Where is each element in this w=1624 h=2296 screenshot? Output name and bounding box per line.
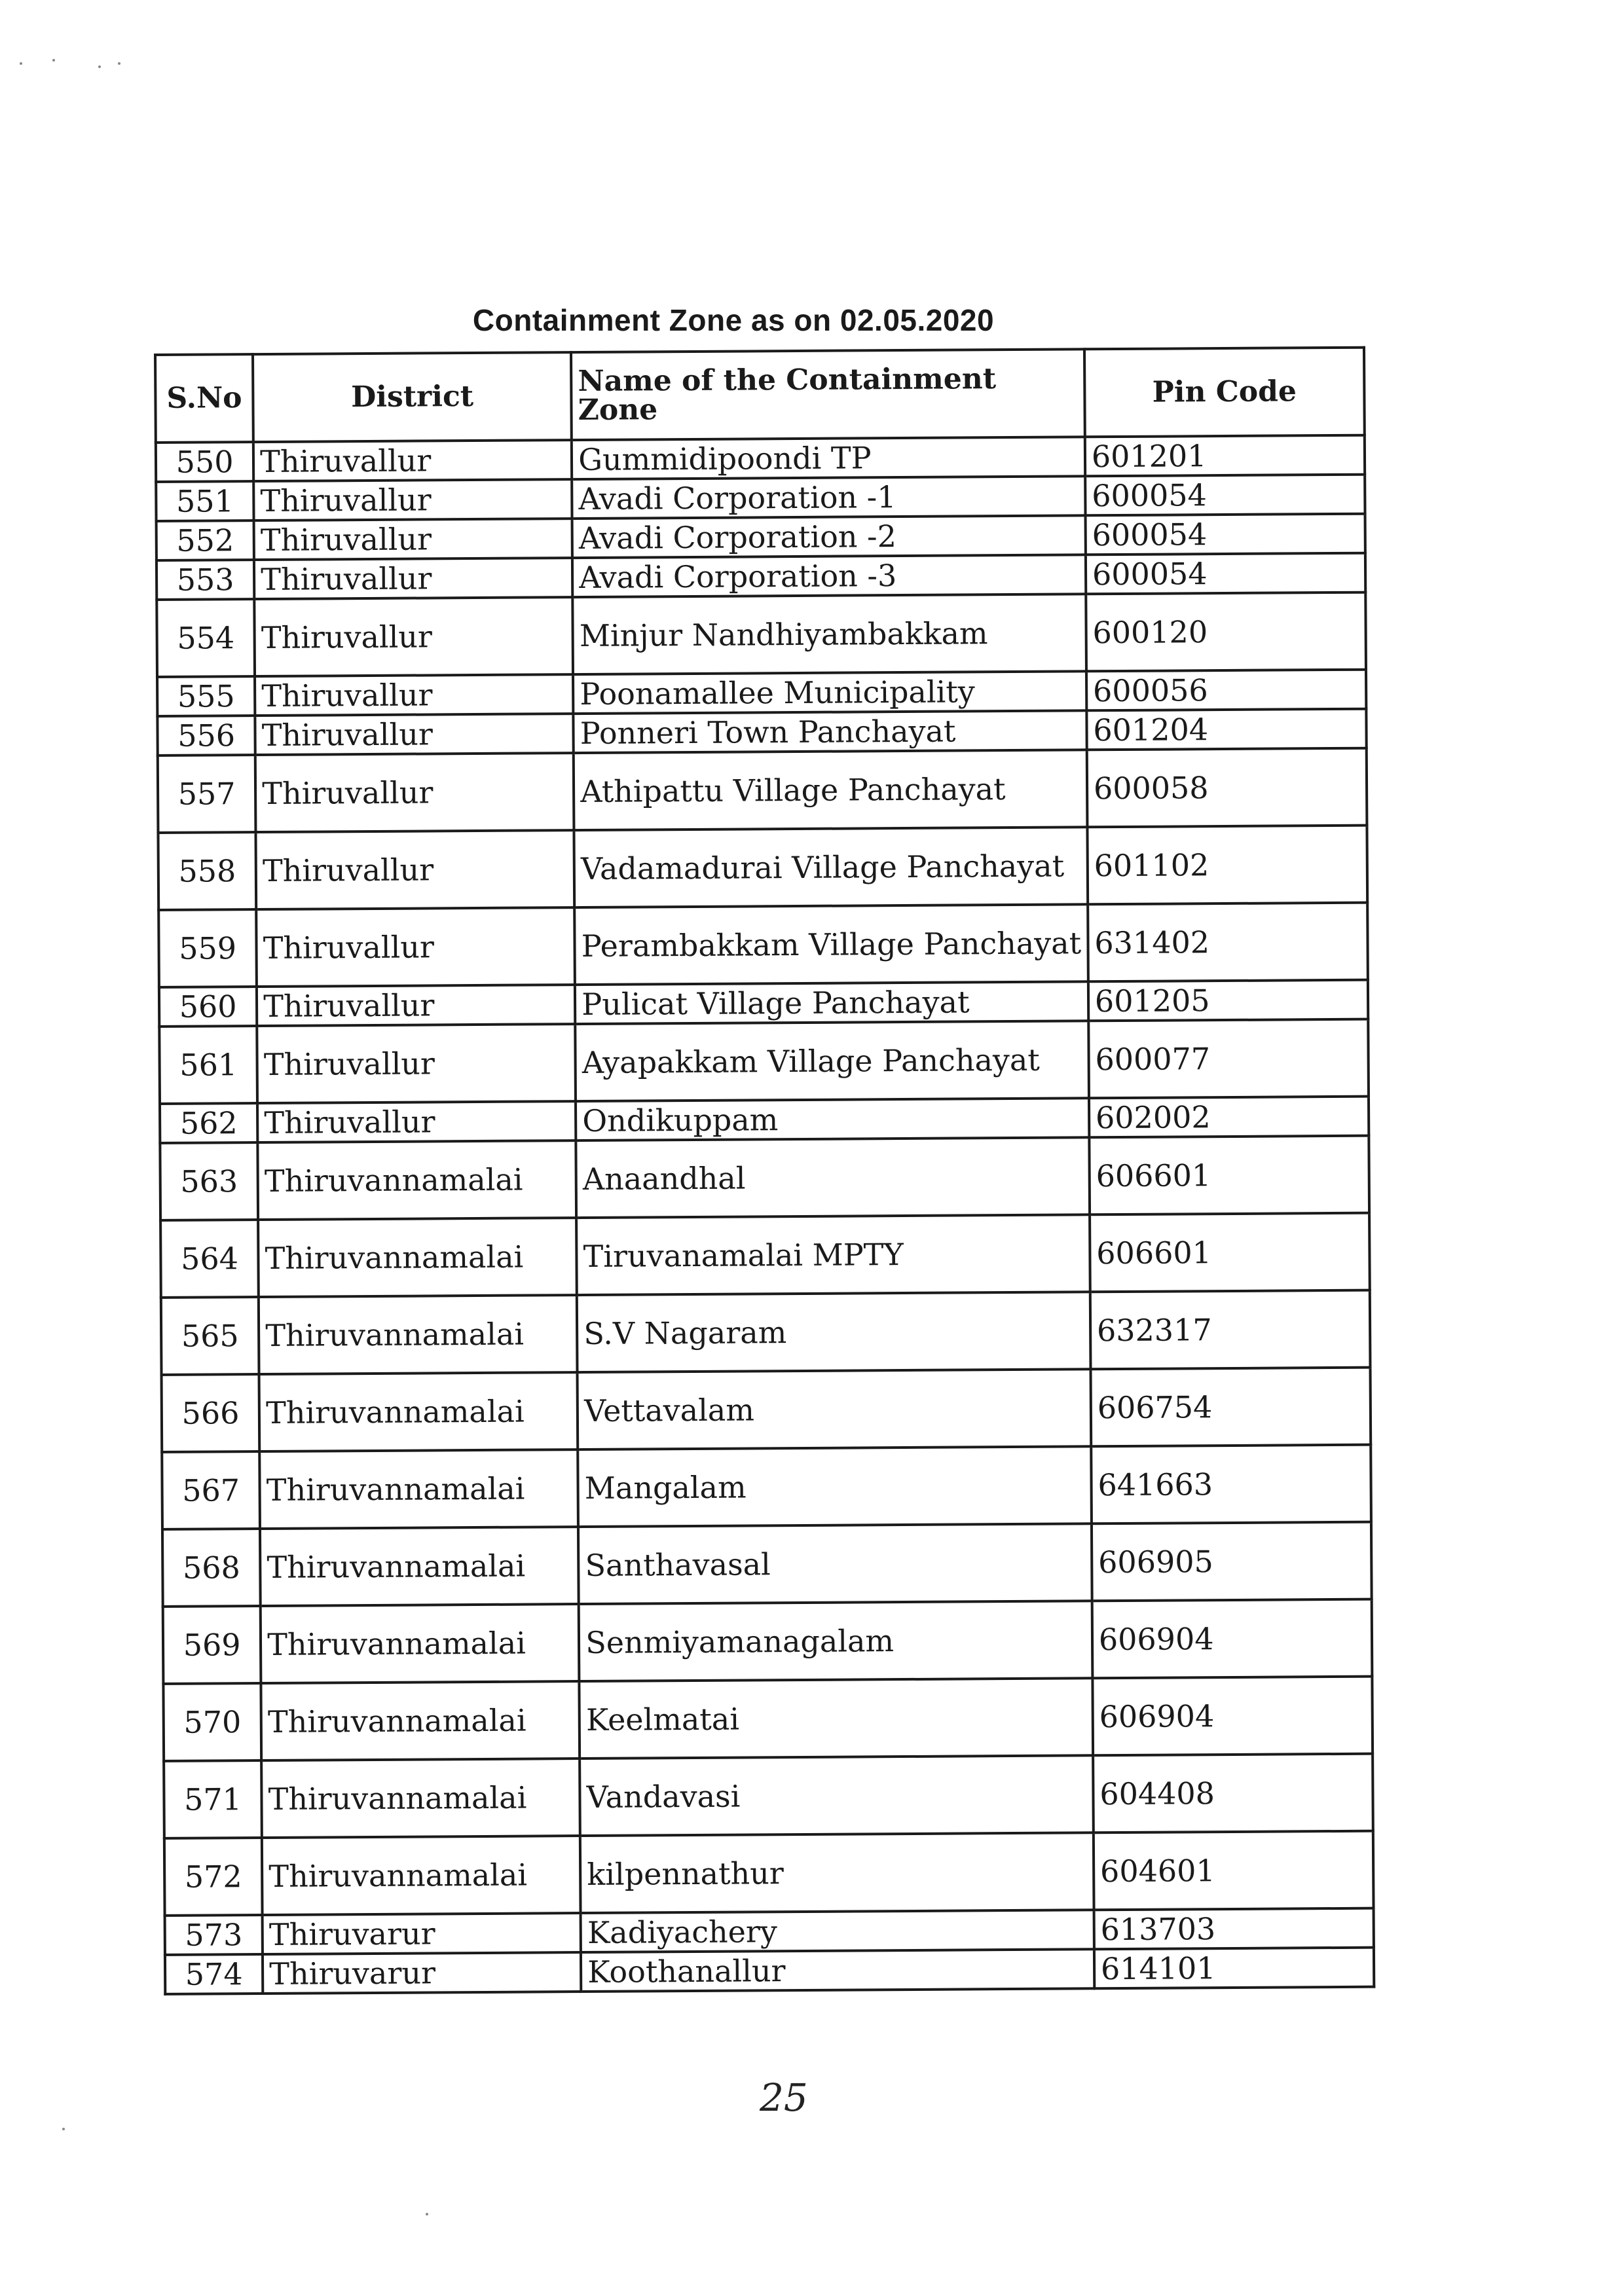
table-row bbox=[159, 1019, 1369, 1104]
cell-pin: 604601 bbox=[1094, 1831, 1374, 1910]
cell-zone: Ponneri Town Panchayat bbox=[574, 710, 1087, 753]
cell-pin: 602002 bbox=[1089, 1097, 1369, 1138]
cell-zone: Vettavalam bbox=[578, 1369, 1091, 1449]
cell-zone: kilpennathur bbox=[580, 1832, 1094, 1913]
cell-zone: Mangalam bbox=[578, 1446, 1091, 1527]
cell-pin: 601201 bbox=[1085, 435, 1365, 477]
cell-district: Thiruvallur bbox=[257, 1101, 576, 1142]
cell-sno: 560 bbox=[159, 987, 257, 1027]
table-row bbox=[162, 1445, 1371, 1529]
table-row bbox=[165, 1908, 1374, 1955]
cell-pin: 600077 bbox=[1088, 1019, 1369, 1099]
cell-district: Thiruvannamalai bbox=[262, 1836, 581, 1915]
cell-district: Thiruvannamalai bbox=[261, 1604, 580, 1683]
table-row bbox=[157, 709, 1366, 756]
header-district: District bbox=[253, 352, 572, 442]
cell-sno: 568 bbox=[162, 1529, 261, 1607]
cell-district: Thiruvallur bbox=[254, 597, 573, 676]
table-row bbox=[158, 903, 1368, 987]
cell-zone: Avadi Corporation -2 bbox=[572, 515, 1086, 558]
cell-district: Thiruvallur bbox=[257, 985, 575, 1026]
cell-zone: Santhavasal bbox=[578, 1523, 1092, 1604]
cell-district: Thiruvannamalai bbox=[261, 1681, 580, 1760]
table-row bbox=[157, 553, 1365, 600]
cell-pin: 601204 bbox=[1086, 709, 1366, 750]
table-row bbox=[156, 435, 1365, 482]
table-row bbox=[163, 1677, 1373, 1761]
cell-district: Thiruvannamalai bbox=[259, 1449, 578, 1529]
cell-zone: Athipattu Village Panchayat bbox=[574, 750, 1087, 830]
cell-sno: 569 bbox=[163, 1606, 261, 1684]
cell-pin: 606754 bbox=[1090, 1368, 1371, 1447]
cell-sno: 556 bbox=[157, 716, 255, 756]
cell-district: Thiruvallur bbox=[256, 830, 575, 909]
cell-sno: 566 bbox=[162, 1374, 260, 1452]
table-row bbox=[162, 1522, 1372, 1607]
cell-pin: 600120 bbox=[1086, 592, 1366, 672]
cell-pin: 631402 bbox=[1088, 903, 1368, 982]
table-row bbox=[160, 1213, 1370, 1298]
cell-pin: 632317 bbox=[1090, 1290, 1371, 1370]
cell-sno: 554 bbox=[157, 599, 255, 677]
cell-sno: 559 bbox=[158, 909, 257, 987]
cell-zone: Tiruvanamalai MPTY bbox=[576, 1214, 1090, 1295]
table-row bbox=[160, 1136, 1369, 1220]
cell-zone: Perambakkam Village Panchayat bbox=[574, 904, 1088, 985]
page-number: 25 bbox=[760, 2075, 808, 2120]
table-body bbox=[156, 435, 1374, 1994]
cell-pin: 600056 bbox=[1086, 670, 1366, 711]
cell-zone: Avadi Corporation -3 bbox=[572, 555, 1086, 597]
cell-pin: 613703 bbox=[1094, 1908, 1373, 1950]
table-row bbox=[157, 670, 1366, 716]
cell-zone: Ayapakkam Village Panchayat bbox=[575, 1021, 1088, 1101]
cell-pin: 606601 bbox=[1089, 1136, 1369, 1215]
cell-district: Thiruvarur bbox=[263, 1913, 581, 1954]
table-row bbox=[158, 748, 1367, 833]
table-header-row bbox=[155, 348, 1365, 443]
cell-pin: 601205 bbox=[1088, 980, 1368, 1021]
cell-zone: Poonamallee Municipality bbox=[573, 671, 1086, 714]
cell-zone: Pulicat Village Panchayat bbox=[575, 981, 1088, 1024]
cell-pin: 606904 bbox=[1092, 1599, 1373, 1679]
cell-sno: 571 bbox=[164, 1760, 262, 1838]
cell-pin: 606905 bbox=[1092, 1522, 1372, 1601]
cell-sno: 572 bbox=[164, 1838, 263, 1916]
cell-pin: 601102 bbox=[1087, 826, 1367, 905]
cell-pin: 606601 bbox=[1090, 1213, 1370, 1292]
cell-sno: 562 bbox=[160, 1103, 258, 1143]
cell-zone: Koothanallur bbox=[581, 1949, 1094, 1992]
cell-zone: S.V Nagaram bbox=[577, 1292, 1090, 1372]
cell-sno: 564 bbox=[160, 1220, 259, 1298]
table-row bbox=[164, 1831, 1374, 1916]
cell-sno: 550 bbox=[156, 442, 254, 482]
cell-district: Thiruvannamalai bbox=[260, 1527, 579, 1606]
cell-zone: Minjur Nandhiyambakkam bbox=[573, 594, 1086, 674]
cell-sno: 565 bbox=[161, 1297, 259, 1375]
cell-zone: Ondikuppam bbox=[576, 1098, 1089, 1140]
cell-sno: 574 bbox=[165, 1954, 263, 1994]
cell-district: Thiruvallur bbox=[257, 1024, 576, 1103]
cell-sno: 567 bbox=[162, 1451, 260, 1529]
cell-sno: 563 bbox=[160, 1142, 258, 1220]
cell-district: Thiruvannamalai bbox=[258, 1218, 577, 1297]
cell-zone: Keelmatai bbox=[580, 1678, 1093, 1758]
cell-pin: 641663 bbox=[1091, 1445, 1371, 1524]
cell-district: Thiruvannamalai bbox=[259, 1295, 578, 1374]
cell-zone: Anaandhal bbox=[576, 1137, 1090, 1218]
cell-pin: 604408 bbox=[1093, 1754, 1373, 1833]
cell-district: Thiruvarur bbox=[263, 1952, 581, 1994]
cell-district: Thiruvallur bbox=[255, 753, 574, 832]
cell-zone: Vadamadurai Village Panchayat bbox=[574, 827, 1088, 907]
table-row bbox=[163, 1599, 1373, 1684]
cell-sno: 552 bbox=[157, 520, 255, 560]
cell-sno: 561 bbox=[159, 1026, 257, 1104]
table-row bbox=[157, 514, 1365, 560]
cell-sno: 573 bbox=[165, 1915, 263, 1955]
header-sno: S.No bbox=[155, 354, 253, 443]
cell-zone: Vandavasi bbox=[580, 1755, 1093, 1836]
table-row bbox=[160, 1097, 1369, 1143]
cell-district: Thiruvannamalai bbox=[258, 1140, 577, 1220]
table-row bbox=[157, 592, 1366, 677]
cell-pin: 600054 bbox=[1086, 553, 1365, 594]
table-row bbox=[158, 826, 1367, 910]
cell-zone: Gummidipoondi TP bbox=[572, 437, 1085, 479]
cell-district: Thiruvallur bbox=[253, 479, 572, 520]
cell-sno: 551 bbox=[156, 481, 254, 521]
cell-pin: 614101 bbox=[1094, 1948, 1374, 1989]
table-row bbox=[156, 475, 1365, 521]
cell-sno: 558 bbox=[158, 832, 256, 910]
containment-zone-table bbox=[154, 346, 1375, 1995]
cell-district: Thiruvallur bbox=[253, 440, 572, 481]
cell-pin: 600054 bbox=[1085, 475, 1365, 516]
cell-sno: 557 bbox=[158, 755, 256, 833]
table-row bbox=[161, 1290, 1371, 1375]
cell-pin: 606904 bbox=[1092, 1677, 1373, 1756]
cell-zone: Avadi Corporation -1 bbox=[572, 476, 1085, 519]
cell-pin: 600058 bbox=[1087, 748, 1367, 828]
cell-sno: 553 bbox=[157, 560, 255, 600]
table-row bbox=[164, 1754, 1373, 1838]
cell-sno: 555 bbox=[157, 676, 255, 716]
table-row bbox=[162, 1368, 1371, 1452]
cell-pin: 600054 bbox=[1085, 514, 1365, 555]
cell-zone: Kadiyachery bbox=[581, 1910, 1094, 1952]
table-row bbox=[159, 980, 1368, 1027]
cell-zone: Senmiyamanagalam bbox=[579, 1601, 1092, 1681]
page-title: Containment Zone as on 02.05.2020 bbox=[472, 303, 995, 337]
header-zone: Name of the Containment Zone bbox=[571, 349, 1084, 440]
cell-sno: 570 bbox=[163, 1683, 261, 1761]
table-row bbox=[165, 1948, 1374, 1994]
cell-district: Thiruvallur bbox=[255, 674, 573, 716]
cell-district: Thiruvallur bbox=[256, 907, 575, 987]
cell-district: Thiruvallur bbox=[254, 558, 572, 599]
header-pin: Pin Code bbox=[1084, 348, 1365, 437]
cell-district: Thiruvannamalai bbox=[261, 1758, 580, 1838]
cell-district: Thiruvallur bbox=[255, 714, 574, 755]
cell-district: Thiruvannamalai bbox=[259, 1372, 578, 1451]
cell-district: Thiruvallur bbox=[254, 519, 572, 560]
